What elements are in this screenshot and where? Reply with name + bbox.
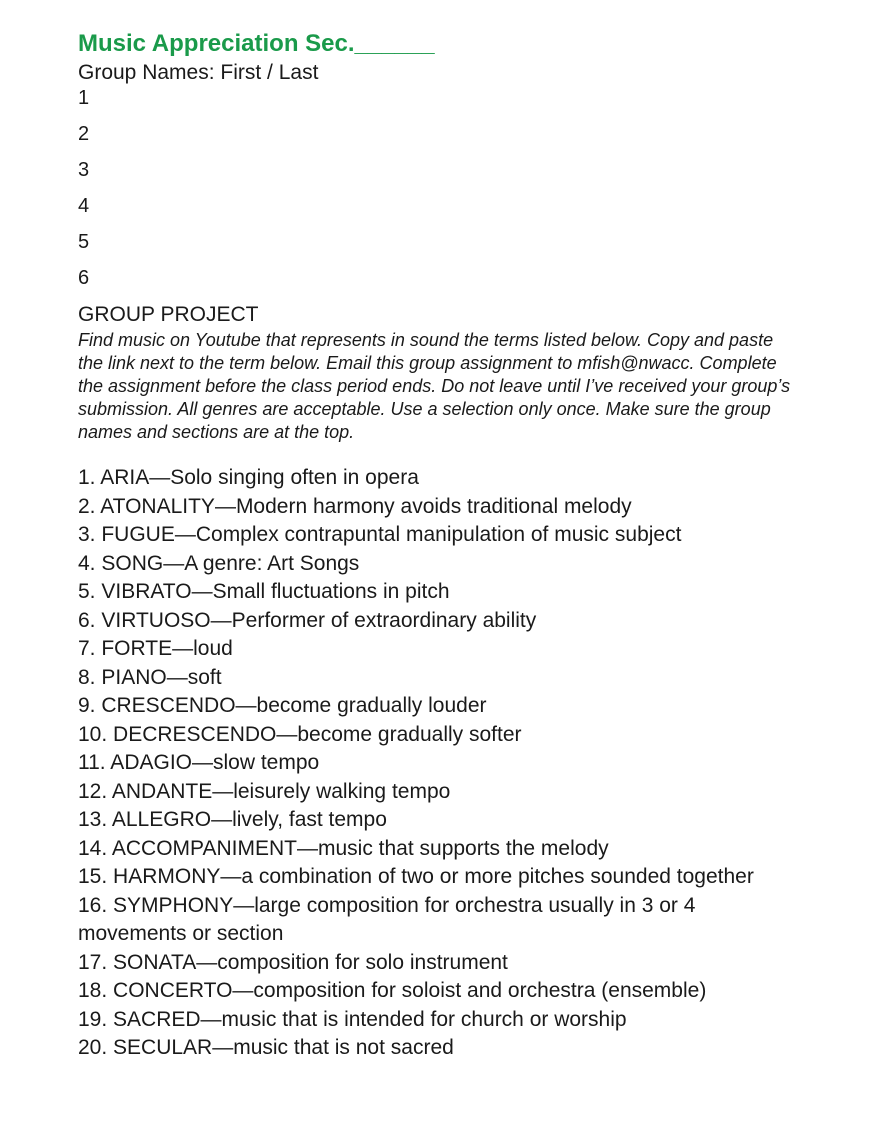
term-item: 19. SACRED—music that is intended for church or worship	[78, 1007, 627, 1031]
group-names-label: Group Names: First / Last	[78, 61, 319, 84]
term-item: 6. VIRTUOSO—Performer of extraordinary ability	[78, 608, 537, 632]
group-member-line: 1	[78, 87, 90, 109]
term-item: 4. SONG—A genre: Art Songs	[78, 551, 360, 575]
term-item: 15. HARMONY—a combination of two or more pitches sounded together	[78, 865, 754, 888]
group-member-line: 5	[78, 231, 90, 253]
term-item: 7. FORTE—loud	[78, 637, 233, 660]
terms-list	[78, 464, 798, 1063]
term-item: 1. ARIA—Solo singing often in opera	[78, 466, 419, 489]
group-member-line: 3	[78, 159, 90, 181]
term-item: 14. ACCOMPANIMENT—music that supports the melody	[78, 836, 609, 860]
group-member-line: 4	[78, 195, 90, 217]
project-instructions: Find music on Youtube that represents in sound the terms listed below. Copy and paste the link next to the term below. Email this group assignment to mfish@nwacc. Complete the assignment before the class period ends. Do not leave until I’ve received your group’s submission. All genres are acceptable. Use a selection only once. Make sure the group names and sections are at the top.	[78, 330, 791, 442]
term-item: 3. FUGUE—Complex contrapuntal manipulation of music subject	[78, 523, 682, 546]
group-member-list	[78, 86, 820, 290]
term-item: 20. SECULAR—music that is not sacred	[78, 1036, 454, 1059]
term-item: 18. CONCERTO—composition for soloist and orchestra (ensemble)	[78, 979, 707, 1002]
group-member-line: 2	[78, 123, 90, 145]
term-item: 16. SYMPHONY—large composition for orchestra usually in 3 or 4 movements or section	[78, 893, 696, 945]
group-member-line: 6	[78, 267, 90, 289]
term-item: 13. ALLEGRO—lively, fast tempo	[78, 808, 387, 831]
term-item: 12. ANDANTE—leisurely walking tempo	[78, 779, 451, 803]
term-item: 9. CRESCENDO—become gradually louder	[78, 694, 487, 717]
term-item: 11. ADAGIO—slow tempo	[78, 751, 320, 774]
document-title: Music Appreciation Sec.______	[78, 30, 435, 57]
project-heading: GROUP PROJECT	[78, 303, 259, 326]
term-item: 5. VIBRATO—Small fluctuations in pitch	[78, 580, 450, 603]
term-item: 8. PIANO—soft	[78, 665, 222, 689]
term-item: 17. SONATA—composition for solo instrument	[78, 950, 508, 974]
term-item: 2. ATONALITY—Modern harmony avoids traditional melody	[78, 494, 632, 518]
term-item: 10. DECRESCENDO—become gradually softer	[78, 722, 522, 746]
